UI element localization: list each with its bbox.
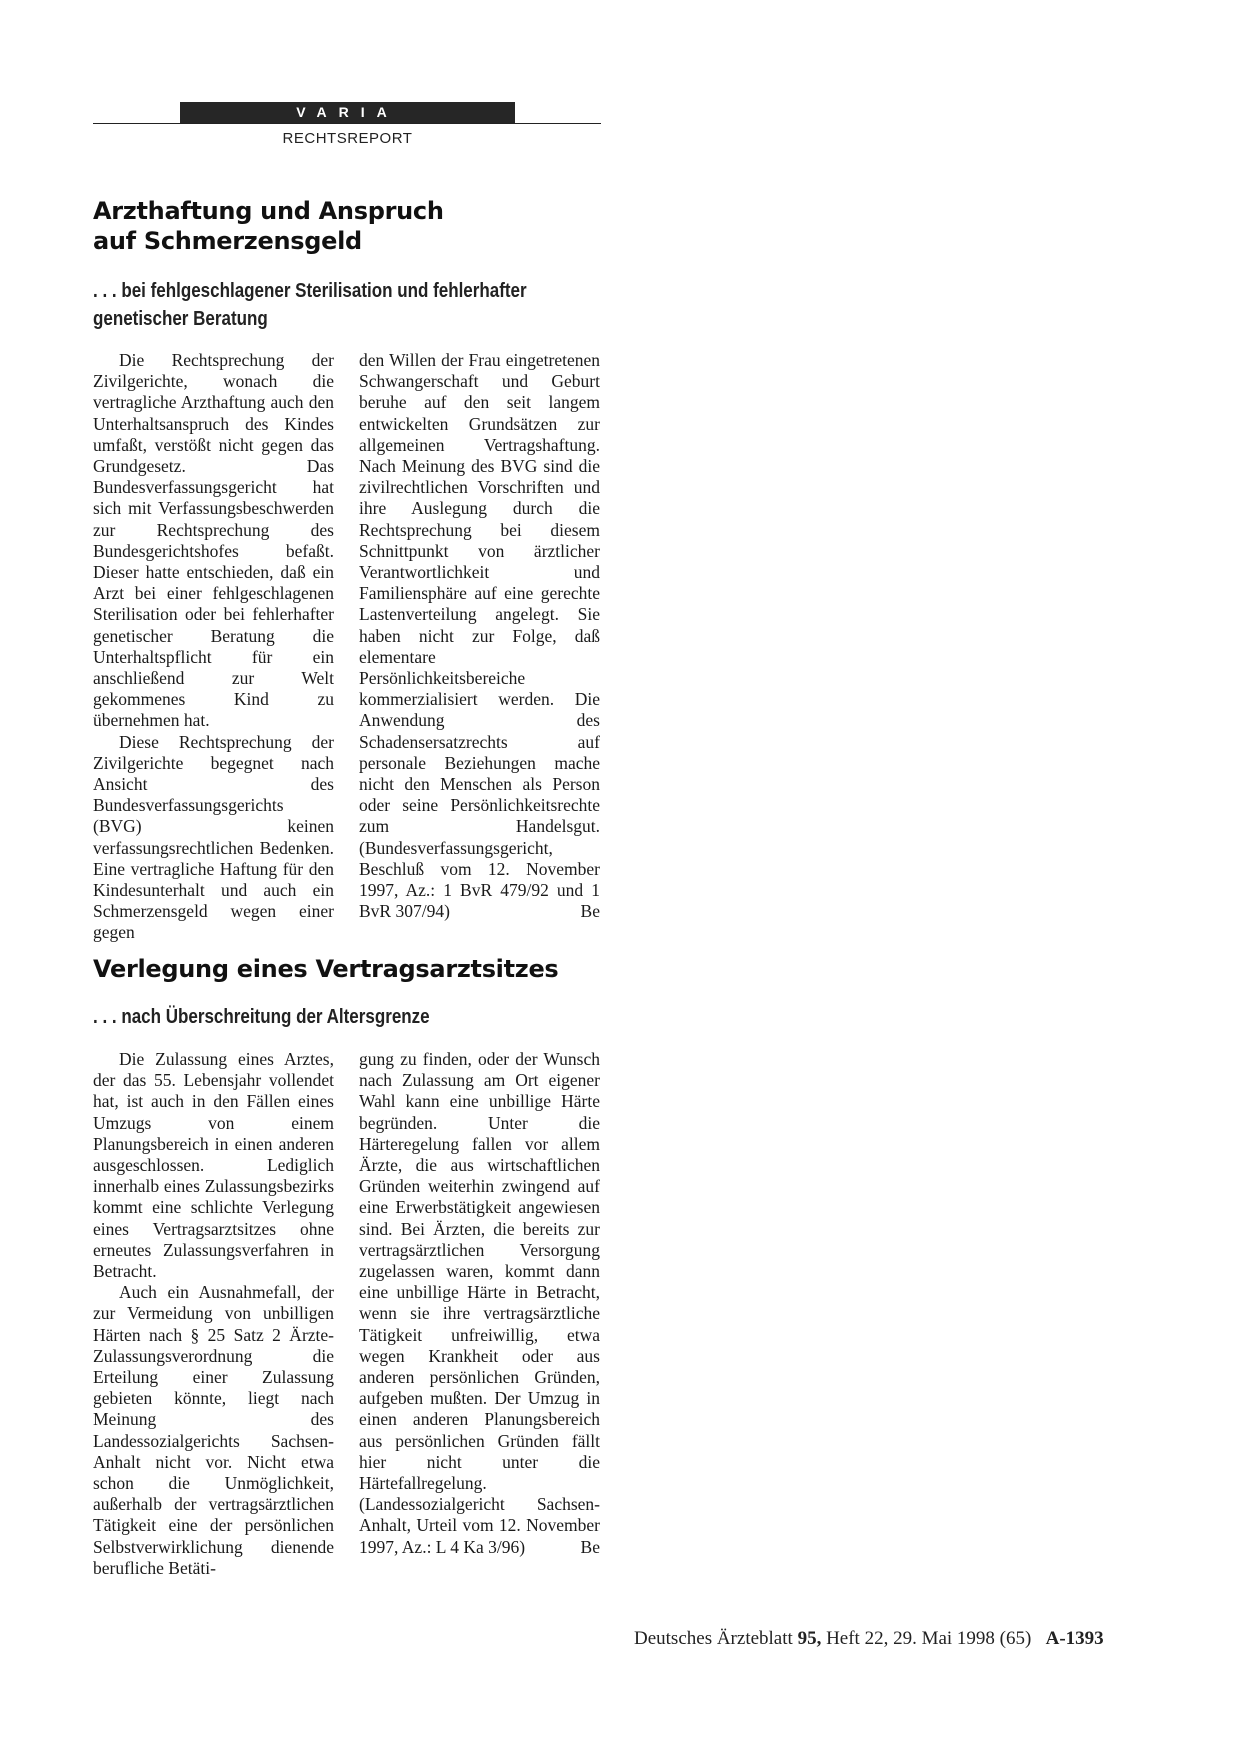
subsection-label: RECHTSREPORT [282,130,413,147]
header-rule [93,123,601,124]
paragraph-text: den Willen der Frau eingetretenen Schwangerschaft und Geburt beruhe auf den seit langem entwickelten Grundsätzen zur allgemeinen Vertragshaftung. Nach Meinung des BVG sind die zivilrechtlichen Vorschriften und ihre Auslegung durch die Rechtsprechung bei diesem Schnittpunkt von ärztlicher Verantwortlichkeit und Familiensphäre auf eine gerechte Lastenverteilung angelegt. Sie haben nicht zur Folge, daß elementare Persönlichkeitsbereiche kommerzialisiert werden. Die Anwendung des Schadensersatzrechts auf personale Beziehungen mache nicht den Menschen als Person oder seine Persönlichkeitsrechte zum Handelsgut. (Bundesverfassungsgericht, Beschluß vom 12. November 1997, Az.: 1 BvR 479/92 und 1 BvR 307/94) [359,350,600,922]
article-2-subtitle-line: . . . nach Überschreitung der Altersgrenze [93,1006,430,1028]
section-label: VARIA [180,102,515,123]
article-1-subtitle-line: . . . bei fehlgeschlagener Sterilisation und fehlerhafter [93,280,527,302]
paragraph: Die Zulassung eines Arztes, der das 55. Lebensjahr vollendet hat, ist auch in den Fällen eines Umzugs von einem Planungsbereich in einen anderen ausgeschlossen. Lediglich innerhalb eines Zulassungsbezirks kommt eine schlichte Verlegung eines Vertragsarztsitzes ohne erneutes Zulassungsverfahren in Betracht. [93,1049,334,1282]
paragraph [359,1049,600,1558]
journal-name: Deutsches Ärzteblatt [634,1628,793,1649]
article-1-subtitle-line: genetischer Beratung [93,308,268,330]
issue-info: Heft 22, 29. Mai 1998 (65) [826,1628,1032,1649]
page-footer [634,1628,1104,1650]
paragraph: Die Rechtsprechung der Zivilgerichte, wonach die vertragliche Arzthaftung auch den Unterhaltsanspruch des Kindes umfaßt, verstößt nicht gegen das Grundgesetz. Das Bundesverfassungsgericht hat sich mit Verfassungsbeschwerden zur Rechtsprechung des Bundesgerichtshofes befaßt. Dieser hatte entschieden, daß ein Arzt bei einer fehlgeschlagenen Sterilisation oder bei fehlerhafter genetischer Beratung die Unterhaltspflicht für ein anschließend zur Welt gekommenes Kind zu übernehmen hat. [93,350,334,731]
article-1-title [93,196,444,256]
paragraph: Diese Rechtsprechung der Zivilgerichte begegnet nach Ansicht des Bundesverfassungsgerichts (BVG) keinen verfassungsrechtlichen Bedenken. Eine vertragliche Haftung für den Kindesunterhalt und auch ein Schmerzensgeld wegen einer gegen [93,731,334,943]
author-signature: Be [580,901,600,922]
article-1-title-line: Arzthaftung und Anspruch [93,197,444,225]
article-2-subtitle [93,1003,535,1031]
paragraph: Auch ein Ausnahmefall, der zur Vermeidung von unbilligen Härten nach § 25 Satz 2 Ärzte-Zulassungsverordnung die Erteilung einer Zulassung gebieten könnte, liegt nach Meinung des Landessozialgerichts Sachsen-Anhalt nicht vor. Nicht etwa schon die Unmöglichkeit, außerhalb der vertragsärztlichen Tätigkeit eine der persönlichen Selbstverwirklichung dienende berufliche Betäti- [93,1282,334,1578]
article-1-subtitle [93,277,535,333]
author-signature: Be [580,1536,600,1557]
paragraph [359,350,600,922]
article-1-column-2 [359,350,600,922]
page-number: A-1393 [1045,1628,1104,1649]
article-2-title-line: Verlegung eines Vertragsarztsitzes [93,955,559,983]
paragraph-text: gung zu finden, oder der Wunsch nach Zulassung am Ort eigener Wahl kann eine unbillige Härte begründen. Unter die Härteregelung fallen vor allem Ärzte, die aus wirtschaftlichen Gründen weiterhin zwingend auf eine Erwerbstätigkeit angewiesen sind. Bei Ärzten, die bereits zur vertragsärztlichen Versorgung zugelassen waren, kommt dann eine unbillige Härte in Betracht, wenn sie ihre vertragsärztliche Tätigkeit unfreiwillig, etwa wegen Krankheit oder aus anderen persönlichen Gründen, aufgeben mußten. Der Umzug in einen anderen Planungsbereich aus persönlichen Gründen fällt hier nicht unter die Härtefallregelung. (Landessozialgericht Sachsen-Anhalt, Urteil vom 12. November 1997, Az.: L 4 Ka 3/96) [359,1049,600,1557]
article-1-title-line: auf Schmerzensgeld [93,227,362,255]
journal-volume: 95, [797,1628,822,1649]
article-2-column-1 [93,1049,334,1579]
article-2-title [93,954,558,984]
article-2-column-2 [359,1049,600,1558]
article-1-column-1 [93,350,334,944]
